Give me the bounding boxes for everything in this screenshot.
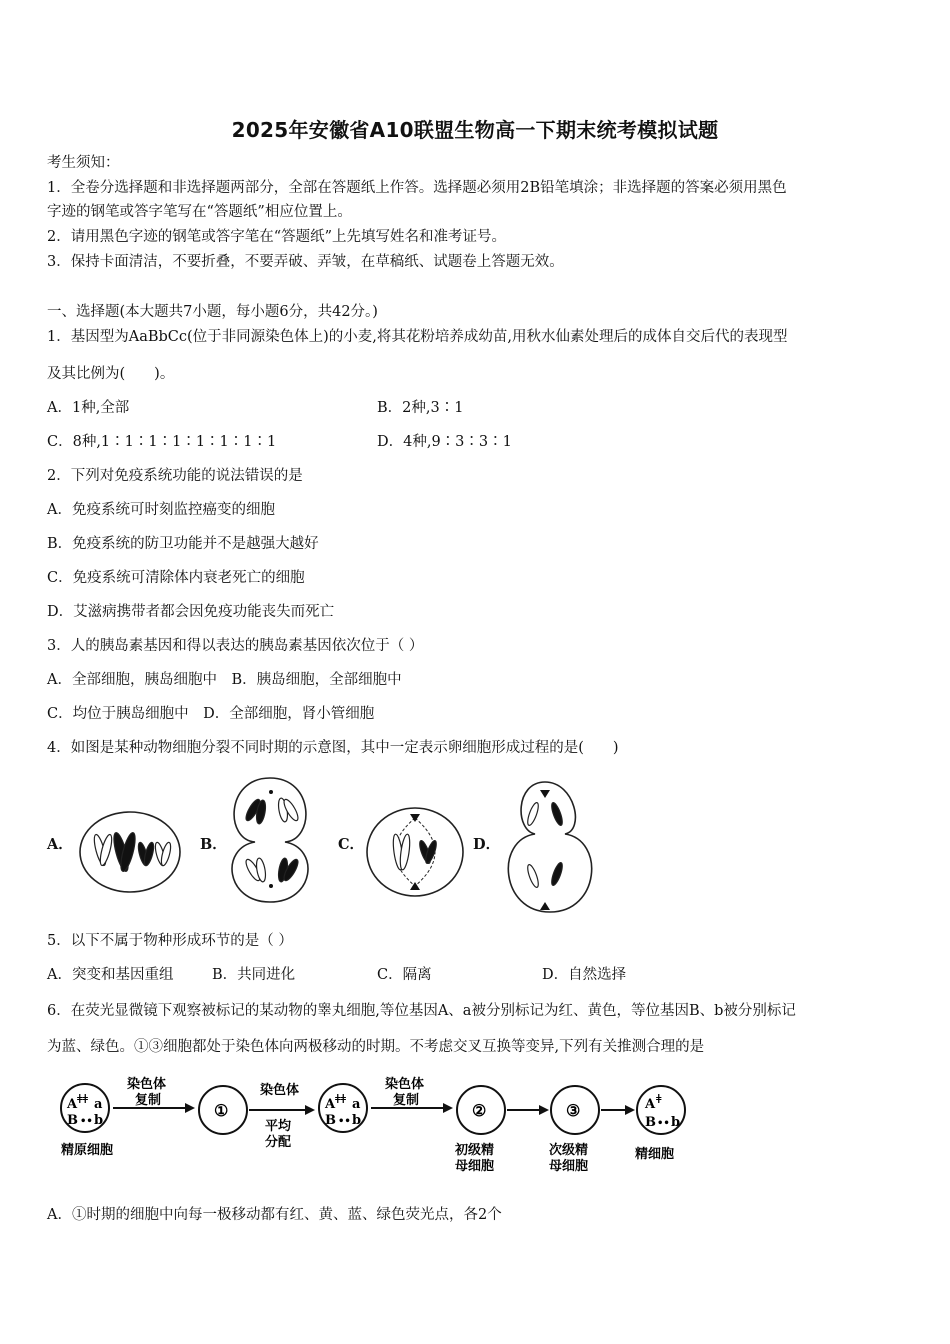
q4-label-a: A．: [47, 836, 73, 853]
cell1-gene-b-lower: b: [94, 1113, 104, 1128]
section-heading: 一、选择题(本大题共7小题，每小题6分，共42分。): [47, 304, 378, 320]
primary-spermatocyte-label-2: 母细胞: [455, 1159, 495, 1174]
spermatogonium-label: 精原细胞: [61, 1143, 114, 1158]
q5-option-a: A．突变和基因重组: [47, 967, 174, 983]
q2-option-d: D．艾滋病携带者都会因免疫功能丧失而死亡: [47, 604, 335, 620]
sperm-chromatid-mark: ǂ: [656, 1092, 662, 1106]
q6-flow-diagram: [55, 1070, 695, 1185]
q5-option-d: D．自然选择: [542, 967, 627, 983]
sperm-dots-marker: ••: [657, 1118, 670, 1129]
q2-option-c: C．免疫系统可清除体内衰老死亡的细胞: [47, 570, 305, 586]
q1-option-c: C．8种,1∶1∶1∶1∶1∶1∶1∶1: [47, 434, 277, 450]
q4-cell-diagrams: [75, 770, 615, 930]
q6-option-a: A．①时期的细胞中向每一极移动都有红、黄、蓝、绿色荧光点，各2个: [47, 1207, 502, 1223]
arrow1-top-label: 染色体: [127, 1077, 167, 1092]
cell1-gene-a-upper: A: [67, 1097, 78, 1112]
primary-spermatocyte-label-1: 初级精: [455, 1143, 495, 1158]
q5-option-c: C．隔离: [377, 967, 432, 983]
q2-stem: 2．下列对免疫系统功能的说法错误的是: [47, 468, 303, 484]
arrow2-bottom-label: 分配: [265, 1135, 292, 1150]
cell2-chromatid-marks: ǂǂ: [335, 1092, 347, 1106]
q3-options-cd: C．均位于胰岛细胞中 D．全部细胞，肾小管细胞: [47, 706, 375, 722]
q5-stem: 5．以下不属于物种形成环节的是（ ）: [47, 933, 293, 949]
cell2-gene-b-upper: B: [325, 1113, 336, 1128]
sperm-cell-label: 精细胞: [635, 1147, 675, 1162]
q2-option-b: B．免疫系统的防卫功能并不是越强大越好: [47, 536, 319, 552]
sperm-gene-b-upper: B: [645, 1115, 656, 1130]
q1-stem-line-1: 1．基因型为AaBbCc(位于非同源染色体上)的小麦,将其花粉培养成幼苗,用秋水仙素处理后的成体自交后代的表现型: [47, 329, 788, 345]
q1-option-d: D．4种,9∶3∶3∶1: [377, 434, 512, 450]
q1-option-b: B．2种,3∶1: [377, 400, 464, 416]
q4-label-d: D．: [473, 836, 501, 853]
secondary-spermatocyte-label-2: 母细胞: [549, 1159, 589, 1174]
cell2-gene-a-upper: A: [325, 1097, 336, 1112]
q6-stem-line-1: 6．在荧光显微镜下观察被标记的某动物的睾丸细胞,等位基因A、a被分别标记为红、黄色，等位基因B、b被分别标记: [47, 1003, 796, 1019]
arrow3-top-label: 染色体: [385, 1077, 425, 1092]
notice-item-1-line-1: 1．全卷分选择题和非选择题两部分，全部在答题纸上作答。选择题必须用2B铅笔填涂；非选择题的答案必须用黑色: [47, 180, 787, 196]
cell2-dots-marker: ••: [338, 1116, 351, 1127]
sperm-gene-a: A: [645, 1097, 656, 1112]
sperm-gene-b-lower: b: [671, 1115, 681, 1130]
cell1-gene-b-upper: B: [67, 1113, 78, 1128]
q4-label-b: B．: [200, 836, 227, 853]
q4-cell-a-diagram: [80, 812, 180, 892]
q4-cell-d-diagram: [508, 782, 591, 912]
notice-item-2: 2．请用黑色字迹的钢笔或答字笔在“答题纸”上先填写姓名和准考证号。: [47, 229, 507, 245]
arrow2-top-label: 染色体: [260, 1083, 300, 1098]
arrow2-middle-label: 平均: [265, 1119, 292, 1134]
notice-heading: 考生须知：: [47, 155, 120, 171]
page-title: 2025年安徽省A10联盟生物高一下期末统考模拟试题: [231, 118, 719, 142]
circle-1-label: ①: [214, 1101, 229, 1120]
secondary-spermatocyte-label-1: 次级精: [549, 1143, 589, 1158]
q1-option-a: A．1种,全部: [47, 400, 130, 416]
q3-stem: 3．人的胰岛素基因和得以表达的胰岛素基因依次位于（ ）: [47, 638, 424, 654]
cell2-gene-a-lower: a: [352, 1097, 361, 1112]
q1-stem-line-2: 及其比例为( )。: [47, 366, 175, 382]
notice-item-3: 3．保持卡面清洁，不要折叠，不要弄破、弄皱，在草稿纸、试题卷上答题无效。: [47, 254, 564, 270]
q5-option-b: B．共同进化: [212, 967, 296, 983]
q4-cell-b-diagram: [232, 778, 308, 902]
cell1-dots-marker: ••: [80, 1116, 93, 1127]
q4-stem: 4．如图是某种动物细胞分裂不同时期的示意图，其中一定表示卵细胞形成过程的是( ): [47, 740, 619, 756]
notice-item-1-line-2: 字迹的钢笔或答字笔写在“答题纸”相应位置上。: [47, 204, 352, 220]
cell1-chromatid-marks: ǂǂ: [77, 1092, 89, 1106]
arrow1-bottom-label: 复制: [135, 1093, 162, 1108]
q3-options-ab: A．全部细胞，胰岛细胞中 B．胰岛细胞，全部细胞中: [47, 672, 402, 688]
q2-option-a: A．免疫系统可时刻监控癌变的细胞: [47, 502, 275, 518]
circle-2-label: ②: [472, 1101, 487, 1120]
q4-cell-c-diagram: [367, 808, 463, 896]
cell2-gene-b-lower: b: [352, 1113, 362, 1128]
circle-3-label: ③: [566, 1101, 581, 1120]
arrow3-bottom-label: 复制: [393, 1093, 420, 1108]
cell1-gene-a-lower: a: [94, 1097, 103, 1112]
q4-label-c: C．: [338, 836, 365, 853]
q6-stem-line-2: 为蓝、绿色。①③细胞都处于染色体向两极移动的时期。不考虑交叉互换等变异,下列有关推测合理的是: [47, 1039, 705, 1055]
